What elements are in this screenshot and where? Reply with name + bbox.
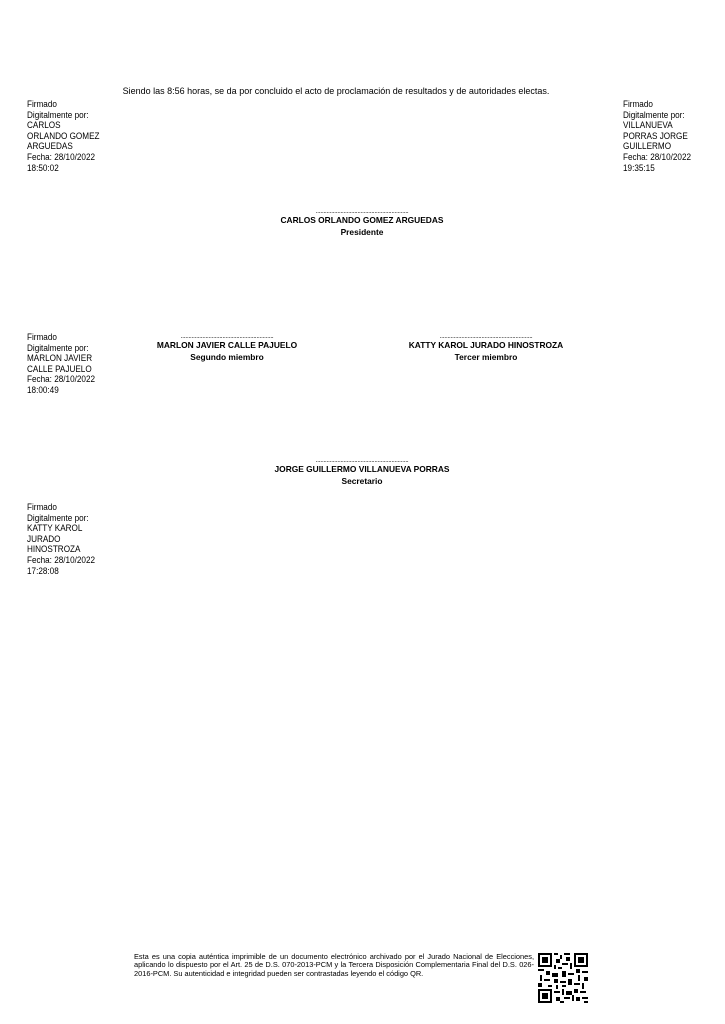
stamp-line: 19:35:15 xyxy=(623,162,655,174)
signature-second-member xyxy=(107,333,347,363)
stamp-line: PORRAS JORGE xyxy=(623,130,688,142)
signature-stamp-top-left xyxy=(27,100,100,174)
signer-role: Secretario xyxy=(341,475,383,486)
stamp-line: KATTY KAROL xyxy=(27,523,83,535)
stamp-line: Digitalmente por: xyxy=(623,109,685,121)
stamp-line: Firmado xyxy=(27,502,57,513)
stamp-line: HINOSTROZA xyxy=(27,544,81,556)
signer-name: CARLOS ORLANDO GOMEZ ARGUEDAS xyxy=(280,215,444,225)
signature-line: ............................................................ xyxy=(315,208,409,215)
stamp-line: Firmado xyxy=(27,99,57,110)
stamp-line: Digitalmente por: xyxy=(27,512,89,524)
signer-name: JORGE GUILLERMO VILLANUEVA PORRAS xyxy=(274,464,450,474)
signature-secretary xyxy=(212,457,512,487)
stamp-line: JURADO xyxy=(27,533,61,545)
signature-third-member xyxy=(366,333,606,363)
stamp-line: Fecha: 28/10/2022 xyxy=(27,374,96,386)
stamp-line: 18:50:02 xyxy=(27,162,59,174)
signer-name: MARLON JAVIER CALLE PAJUELO xyxy=(156,340,298,350)
signer-name: KATTY KAROL JURADO HINOSTROZA xyxy=(408,340,564,350)
stamp-line: GUILLERMO xyxy=(623,141,672,153)
signature-president xyxy=(222,208,502,238)
signer-role: Tercer miembro xyxy=(454,351,518,362)
signature-line: ............................................................ xyxy=(439,333,533,340)
signature-line: ............................................................ xyxy=(315,457,409,464)
stamp-line: ORLANDO GOMEZ xyxy=(27,130,100,142)
stamp-line: ARGUEDAS xyxy=(27,141,73,153)
stamp-line: Firmado xyxy=(27,332,57,343)
signature-line: ............................................................ xyxy=(180,333,274,340)
stamp-line: CALLE PAJUELO xyxy=(27,363,92,375)
stamp-line: Digitalmente por: xyxy=(27,342,89,354)
stamp-line: Firmado xyxy=(623,99,653,110)
authenticity-note: Esta es una copia auténtica imprimible de un documento electrónico archivado por el Jurado Nacional de Elecciones, aplicando lo dispuesto por el Art. 25 de D.S. 070-2013-PCM y la Tercera Disposición Complementaria Final del D.S. 026-2016-PCM. Su autenticidad e integridad pueden ser contrastadas leyendo el código QR. xyxy=(134,952,534,978)
stamp-line: VILLANUEVA xyxy=(623,120,673,132)
stamp-line: 18:00:49 xyxy=(27,384,59,396)
qr-code-icon xyxy=(538,953,588,1003)
signer-role: Presidente xyxy=(340,226,384,237)
stamp-line: CARLOS xyxy=(27,120,61,132)
stamp-line: 17:28:08 xyxy=(27,565,59,577)
stamp-line: MARLON JAVIER xyxy=(27,353,93,365)
stamp-line: Fecha: 28/10/2022 xyxy=(623,151,692,163)
intro-text: Siendo las 8:56 horas, se da por concluido el acto de proclamación de resultados y de autoridades electas. xyxy=(122,86,550,96)
signature-stamp-middle-left xyxy=(27,333,95,397)
stamp-line: Digitalmente por: xyxy=(27,109,89,121)
stamp-line: Fecha: 28/10/2022 xyxy=(27,554,96,566)
stamp-line: Fecha: 28/10/2022 xyxy=(27,151,96,163)
signature-stamp-top-right xyxy=(623,100,691,174)
signature-stamp-lower-left xyxy=(27,503,95,577)
signer-role: Segundo miembro xyxy=(190,351,264,362)
